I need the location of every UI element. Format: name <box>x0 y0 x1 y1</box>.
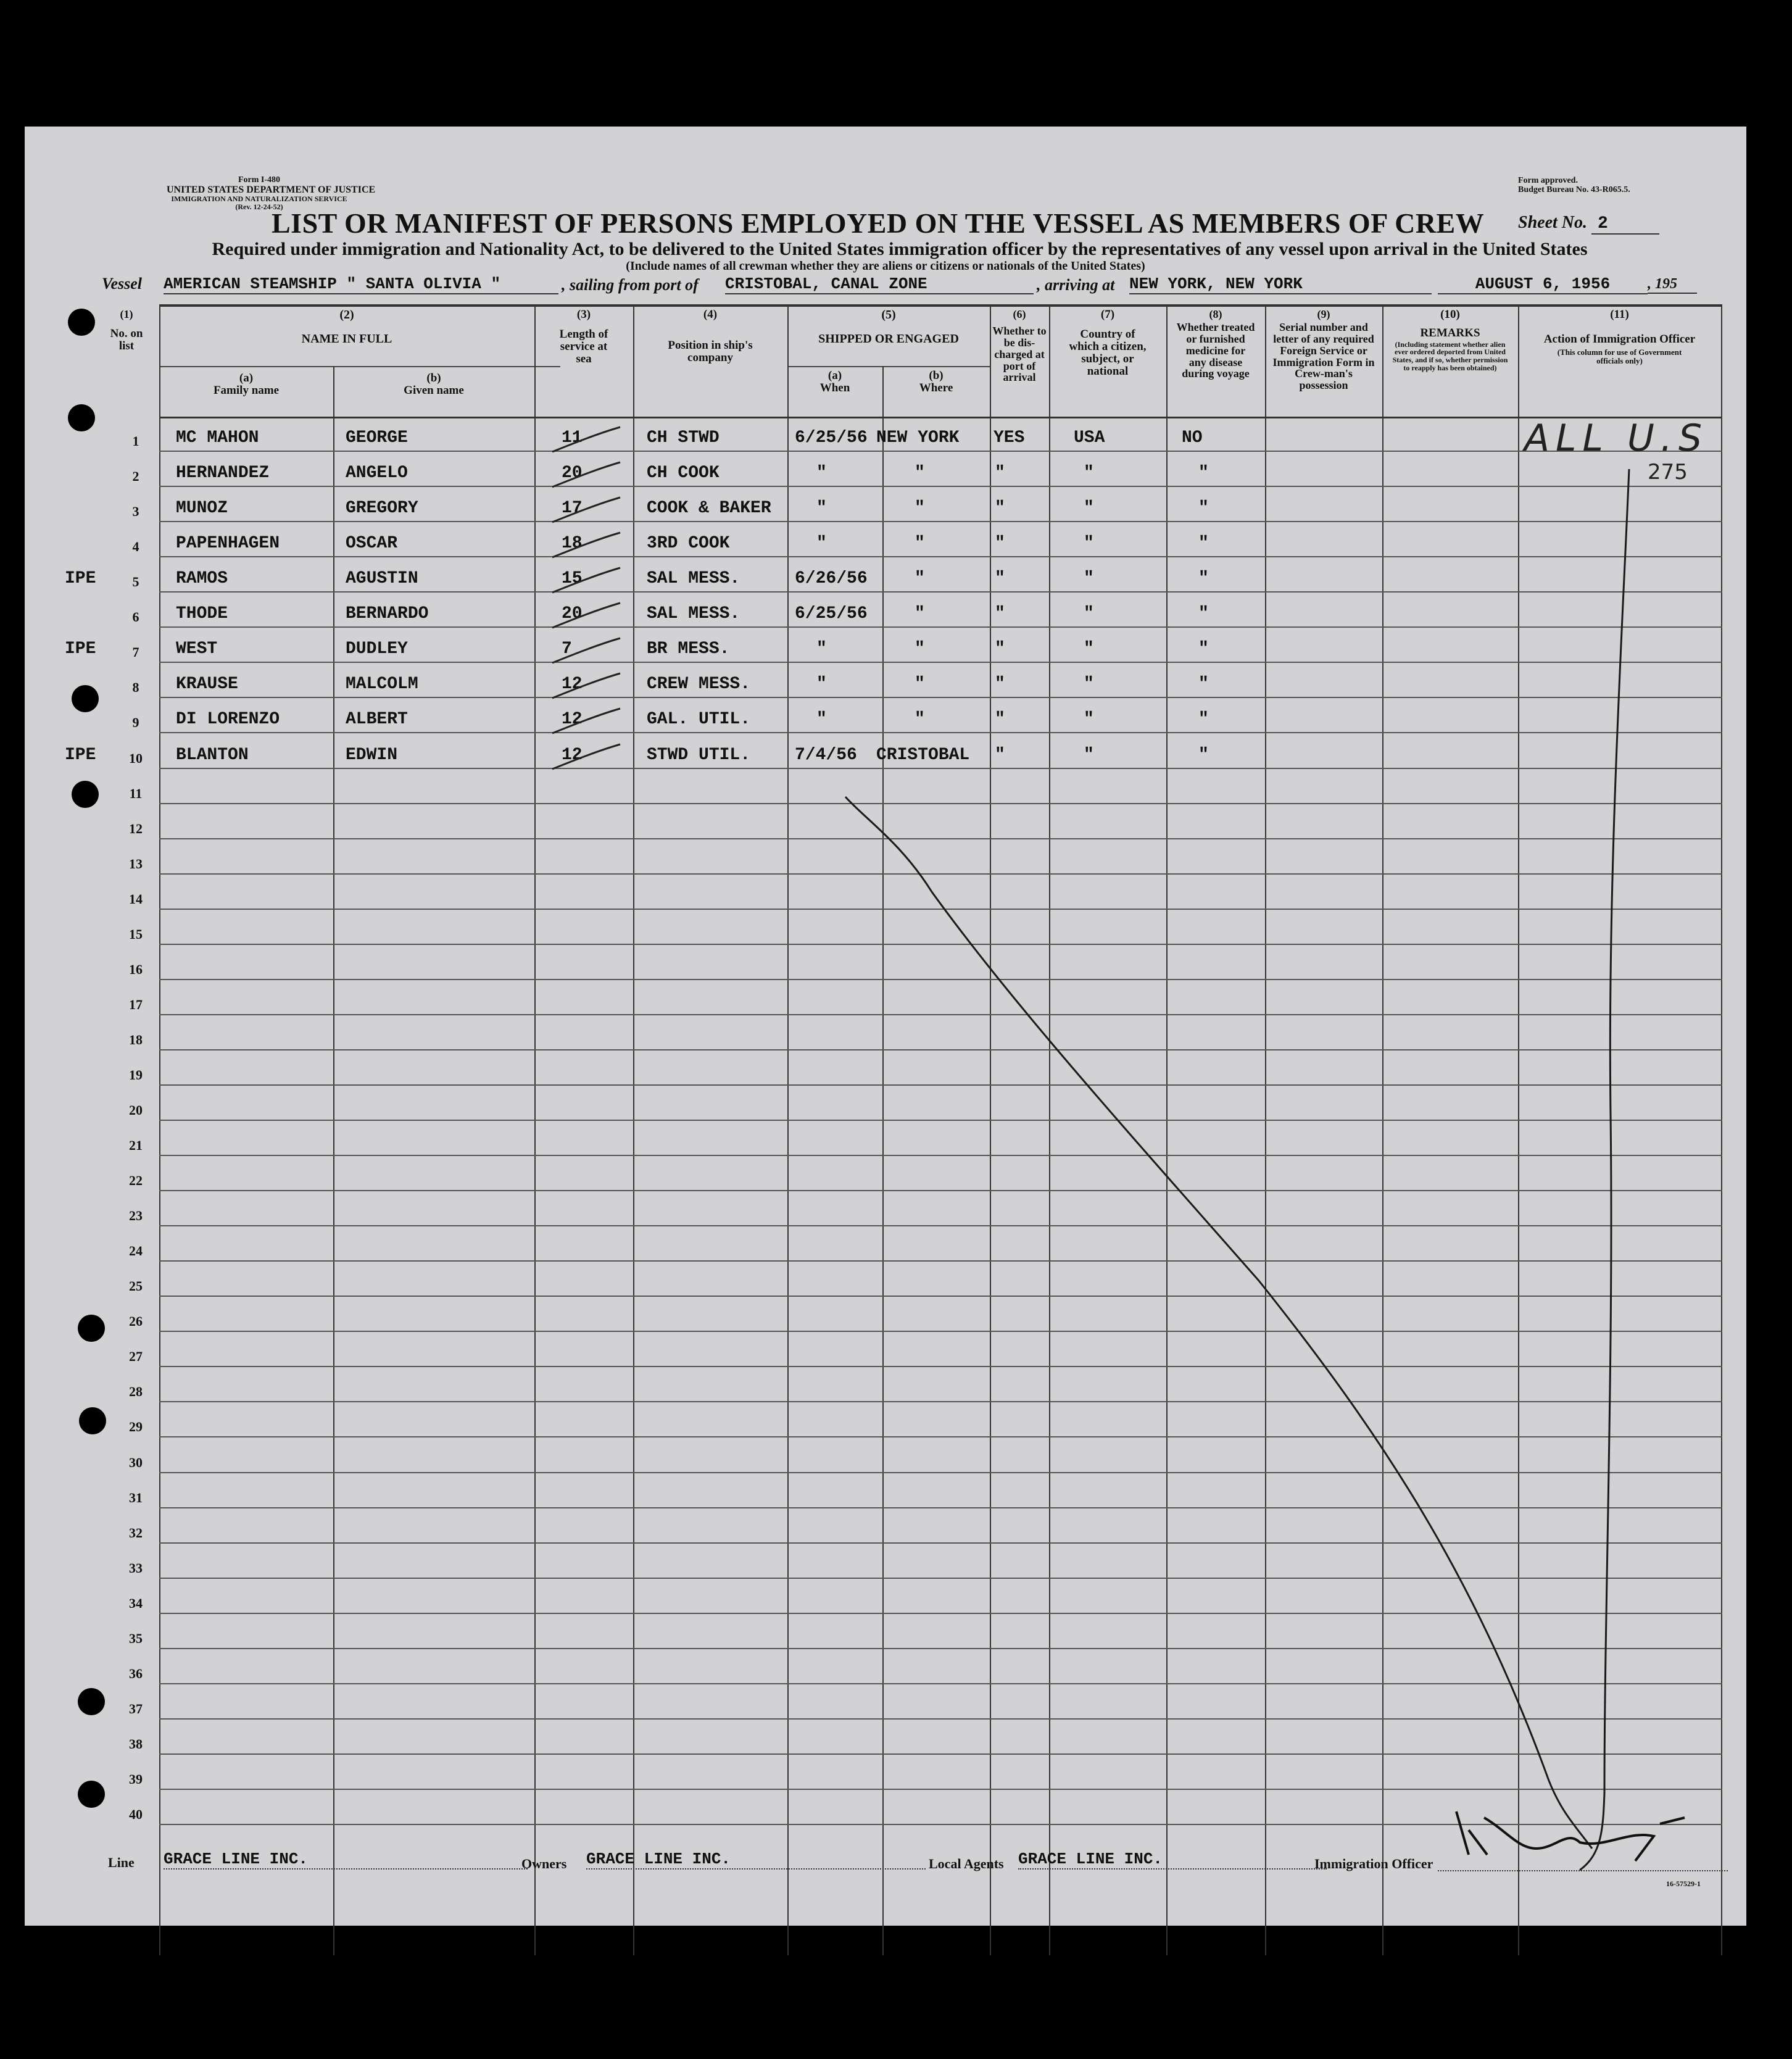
form-number: Form I-480 <box>238 175 281 185</box>
row-number: 8 <box>132 680 139 696</box>
treated: " <box>1198 569 1209 589</box>
service-length: 20 <box>562 604 583 624</box>
treated: " <box>1198 604 1209 624</box>
row-number: 21 <box>129 1138 143 1154</box>
discharged: " <box>995 675 1005 694</box>
row-number: 32 <box>129 1524 143 1541</box>
officer-label: Immigration Officer <box>1314 1856 1433 1871</box>
row-number: 34 <box>129 1595 143 1611</box>
country: " <box>1084 745 1094 765</box>
shipped-when: 6/26/56 <box>795 569 868 589</box>
col-2-number: (2) <box>339 308 354 322</box>
row-number: 7 <box>132 644 139 660</box>
row-number: 29 <box>129 1419 143 1435</box>
sailing-port: CRISTOBAL, CANAL ZONE <box>725 275 1034 294</box>
col-header-no: No. on list <box>110 327 143 352</box>
treated: " <box>1198 639 1209 659</box>
arriving-label: , arriving at <box>1037 276 1115 294</box>
col-header-where: Where <box>919 381 953 394</box>
row-number: 9 <box>132 715 139 731</box>
treated: " <box>1198 464 1209 483</box>
service-length: 17 <box>562 499 583 518</box>
position: CREW MESS. <box>647 675 751 694</box>
col-header-country: Country of which a citizen, subject, or national <box>1069 327 1147 378</box>
row-number: 12 <box>129 820 143 836</box>
row-number: 1 <box>132 433 139 449</box>
row-number: 31 <box>129 1489 143 1505</box>
row-number: 11 <box>129 785 143 801</box>
col-1-number: (1) <box>120 308 133 320</box>
col-8-number: (8) <box>1209 308 1222 320</box>
treated: " <box>1198 534 1209 554</box>
agents-value: GRACE LINE INC. <box>1018 1850 1327 1870</box>
revision: (Rev. 12-24-52) <box>235 202 283 212</box>
family-name: MUNOZ <box>176 499 228 518</box>
service-length: 11 <box>562 428 583 448</box>
year-suffix: , 195 <box>1648 276 1697 294</box>
col-2a-number: (a) <box>239 372 254 385</box>
col-header-length: Length of service at sea <box>559 327 608 365</box>
manifest-sheet <box>25 127 1746 1926</box>
row-mark: IPE <box>65 569 96 589</box>
action-annotation: ALL U.S <box>1524 417 1709 460</box>
row-number: 10 <box>129 750 143 766</box>
treated: NO <box>1182 428 1203 448</box>
col-action-note: (This column for use of Government officials only) <box>1557 347 1682 365</box>
shipped-where: " <box>915 499 925 518</box>
family-name: RAMOS <box>176 569 228 589</box>
row-number: 25 <box>129 1278 143 1294</box>
given-name: ANGELO <box>346 464 408 483</box>
col-2b-number: (b) <box>426 372 441 385</box>
col-header-shipped: SHIPPED OR ENGAGED <box>818 332 959 346</box>
family-name: DI LORENZO <box>176 710 280 730</box>
family-name: KRAUSE <box>176 675 238 694</box>
col-header-family: Family name <box>213 383 280 397</box>
treated: " <box>1198 710 1209 730</box>
given-name: ALBERT <box>346 710 408 730</box>
position: 3RD COOK <box>647 534 730 554</box>
position: STWD UTIL. <box>647 745 751 765</box>
row-number: 6 <box>132 609 139 625</box>
row-number: 19 <box>129 1067 143 1083</box>
family-name: MC MAHON <box>176 428 259 448</box>
given-name: GREGORY <box>346 499 418 518</box>
col-7-number: (7) <box>1100 308 1115 321</box>
shipped-where: CRISTOBAL <box>876 745 970 765</box>
country: " <box>1084 499 1094 518</box>
given-name: MALCOLM <box>346 675 418 694</box>
position: SAL MESS. <box>647 569 740 589</box>
row-number: 15 <box>129 926 143 942</box>
service-length: 12 <box>562 675 583 694</box>
sailing-label: , sailing from port of <box>562 276 699 294</box>
sheet-label: Sheet No. <box>1518 213 1587 232</box>
service-length: 18 <box>562 534 583 554</box>
position: BR MESS. <box>647 639 730 659</box>
row-number: 22 <box>129 1173 143 1189</box>
sheet-number: 2 <box>1591 214 1659 235</box>
row-number: 27 <box>129 1349 143 1365</box>
col-6-number: (6) <box>1013 308 1026 320</box>
discharged: " <box>995 569 1005 589</box>
form-approved: Form approved. <box>1518 176 1578 185</box>
discharged: YES <box>993 428 1025 448</box>
row-number: 30 <box>129 1454 143 1470</box>
row-number: 36 <box>129 1665 143 1681</box>
shipped-where: " <box>915 569 925 589</box>
shipped-where: " <box>915 464 925 483</box>
family-name: WEST <box>176 639 218 659</box>
row-number: 39 <box>129 1771 143 1787</box>
country: USA <box>1074 428 1105 448</box>
col-11-number: (11) <box>1610 308 1629 321</box>
row-number: 2 <box>132 468 139 485</box>
service-length: 12 <box>562 745 583 765</box>
col-header-given: Given name <box>404 383 464 397</box>
given-name: AGUSTIN <box>346 569 418 589</box>
col-4-number: (4) <box>703 308 718 321</box>
shipped-where: " <box>915 639 925 659</box>
discharged: " <box>995 710 1005 730</box>
given-name: GEORGE <box>346 428 408 448</box>
cancel-stroke <box>25 127 1746 1926</box>
subtitle: Required under immigration and Nationality Act, to be delivered to the United States immigration officer by the representatives of any vessel upon arrival in the United States <box>212 239 1588 259</box>
shipped-when: 7/4/56 <box>795 745 857 765</box>
row-number: 14 <box>129 891 143 907</box>
position: GAL. UTIL. <box>647 710 751 730</box>
row-number: 18 <box>129 1031 143 1047</box>
country: " <box>1084 534 1094 554</box>
page-title: LIST OR MANIFEST OF PERSONS EMPLOYED ON THE VESSEL AS MEMBERS OF CREW <box>272 207 1485 239</box>
vessel-name: AMERICAN STEAMSHIP " SANTA OLIVIA " <box>164 275 558 294</box>
row-number: 17 <box>129 996 143 1012</box>
position: CH COOK <box>647 464 720 483</box>
col-3-number: (3) <box>576 308 591 321</box>
shipped-when: 6/25/56 <box>795 428 868 448</box>
family-name: BLANTON <box>176 745 249 765</box>
service-length: 7 <box>562 639 572 659</box>
row-number: 4 <box>132 539 139 555</box>
budget-number: Budget Bureau No. 43-R065.5. <box>1518 185 1630 195</box>
row-number: 35 <box>129 1630 143 1646</box>
owners-value: GRACE LINE INC. <box>586 1850 926 1870</box>
col-5b-number: (b) <box>929 369 944 382</box>
treated: " <box>1198 675 1209 694</box>
shipped-when: " <box>816 534 827 554</box>
shipped-where: " <box>915 675 925 694</box>
country: " <box>1084 710 1094 730</box>
row-number: 23 <box>129 1208 143 1224</box>
line-label: Line <box>108 1855 135 1870</box>
service-length: 12 <box>562 710 583 730</box>
row-number: 33 <box>129 1560 143 1576</box>
col-header-treated: Whether treated or furnished medicine for any disease during voyage <box>1176 320 1255 380</box>
country: " <box>1084 604 1094 624</box>
discharged: " <box>995 499 1005 518</box>
family-name: PAPENHAGEN <box>176 534 280 554</box>
service: IMMIGRATION AND NATURALIZATION SERVICE <box>171 194 347 204</box>
col-5-number: (5) <box>881 308 896 322</box>
row-number: 16 <box>129 961 143 977</box>
arrival-date: AUGUST 6, 1956 <box>1438 275 1648 294</box>
country: " <box>1084 675 1094 694</box>
shipped-where: " <box>915 534 925 554</box>
family-name: HERNANDEZ <box>176 464 270 483</box>
col-header-when: When <box>819 381 850 394</box>
given-name: EDWIN <box>346 745 398 765</box>
col-header-discharged: Whether to be dis-charged at port of arrival <box>992 324 1047 384</box>
row-number: 13 <box>129 855 143 871</box>
col-header-remarks: REMARKS <box>1420 326 1480 339</box>
row-mark: IPE <box>65 745 96 765</box>
arriving-port: NEW YORK, NEW YORK <box>1129 275 1432 294</box>
shipped-when: " <box>816 639 827 659</box>
vessel-label: Vessel <box>102 275 142 293</box>
position: CH STWD <box>647 428 720 448</box>
position: SAL MESS. <box>647 604 740 624</box>
position: COOK & BAKER <box>647 499 771 518</box>
col-header-position: Position in ship's company <box>668 338 753 364</box>
discharged: " <box>995 604 1005 624</box>
shipped-when: " <box>816 499 827 518</box>
row-number: 20 <box>129 1102 143 1118</box>
department: UNITED STATES DEPARTMENT OF JUSTICE <box>167 184 376 195</box>
row-number: 28 <box>129 1384 143 1400</box>
shipped-when: 6/25/56 <box>795 604 868 624</box>
row-number: 3 <box>132 504 139 520</box>
shipped-where: NEW YORK <box>876 428 960 448</box>
count-annotation: 275 <box>1648 460 1688 485</box>
shipped-when: " <box>816 710 827 730</box>
row-number: 40 <box>129 1807 143 1822</box>
shipped-when: " <box>816 675 827 694</box>
row-number: 26 <box>129 1313 143 1329</box>
line-value: GRACE LINE INC. <box>164 1850 528 1870</box>
family-name: THODE <box>176 604 228 624</box>
col-9-number: (9) <box>1317 308 1330 320</box>
shipped-where: " <box>915 710 925 730</box>
col-10-number: (10) <box>1440 308 1460 321</box>
service-length: 20 <box>562 464 583 483</box>
row-number: 24 <box>129 1243 143 1259</box>
treated: " <box>1198 745 1209 765</box>
discharged: " <box>995 534 1005 554</box>
printer-code: 16-57529-1 <box>1666 1879 1701 1888</box>
row-number: 5 <box>132 574 139 590</box>
col-header-name: NAME IN FULL <box>301 332 392 346</box>
discharged: " <box>995 745 1005 765</box>
service-length: 15 <box>562 569 583 589</box>
given-name: DUDLEY <box>346 639 408 659</box>
col-header-serial: Serial number and letter of any required Foreign Service or Immigration Form in Crew-man's possession <box>1272 320 1375 392</box>
agents-label: Local Agents <box>929 1856 1004 1871</box>
shipped-where: " <box>915 604 925 624</box>
discharged: " <box>995 464 1005 483</box>
row-mark: IPE <box>65 639 96 659</box>
country: " <box>1084 569 1094 589</box>
row-number: 37 <box>129 1700 143 1716</box>
row-number: 38 <box>129 1736 143 1752</box>
shipped-when: " <box>816 464 827 483</box>
col-header-action: Action of Immigration Officer <box>1543 332 1696 346</box>
given-name: OSCAR <box>346 534 398 554</box>
given-name: BERNARDO <box>346 604 429 624</box>
note: (Include names of all crewman whether they are aliens or citizens or nationals of the United States) <box>626 259 1145 273</box>
discharged: " <box>995 639 1005 659</box>
treated: " <box>1198 499 1209 518</box>
country: " <box>1084 639 1094 659</box>
country: " <box>1084 464 1094 483</box>
owners-label: Owners <box>521 1856 567 1871</box>
col-remarks-note: (Including statement whether alien ever ordered deported from United States, and if so, whether permission to reapply has been obtained) <box>1392 339 1508 372</box>
col-5a-number: (a) <box>828 369 842 382</box>
